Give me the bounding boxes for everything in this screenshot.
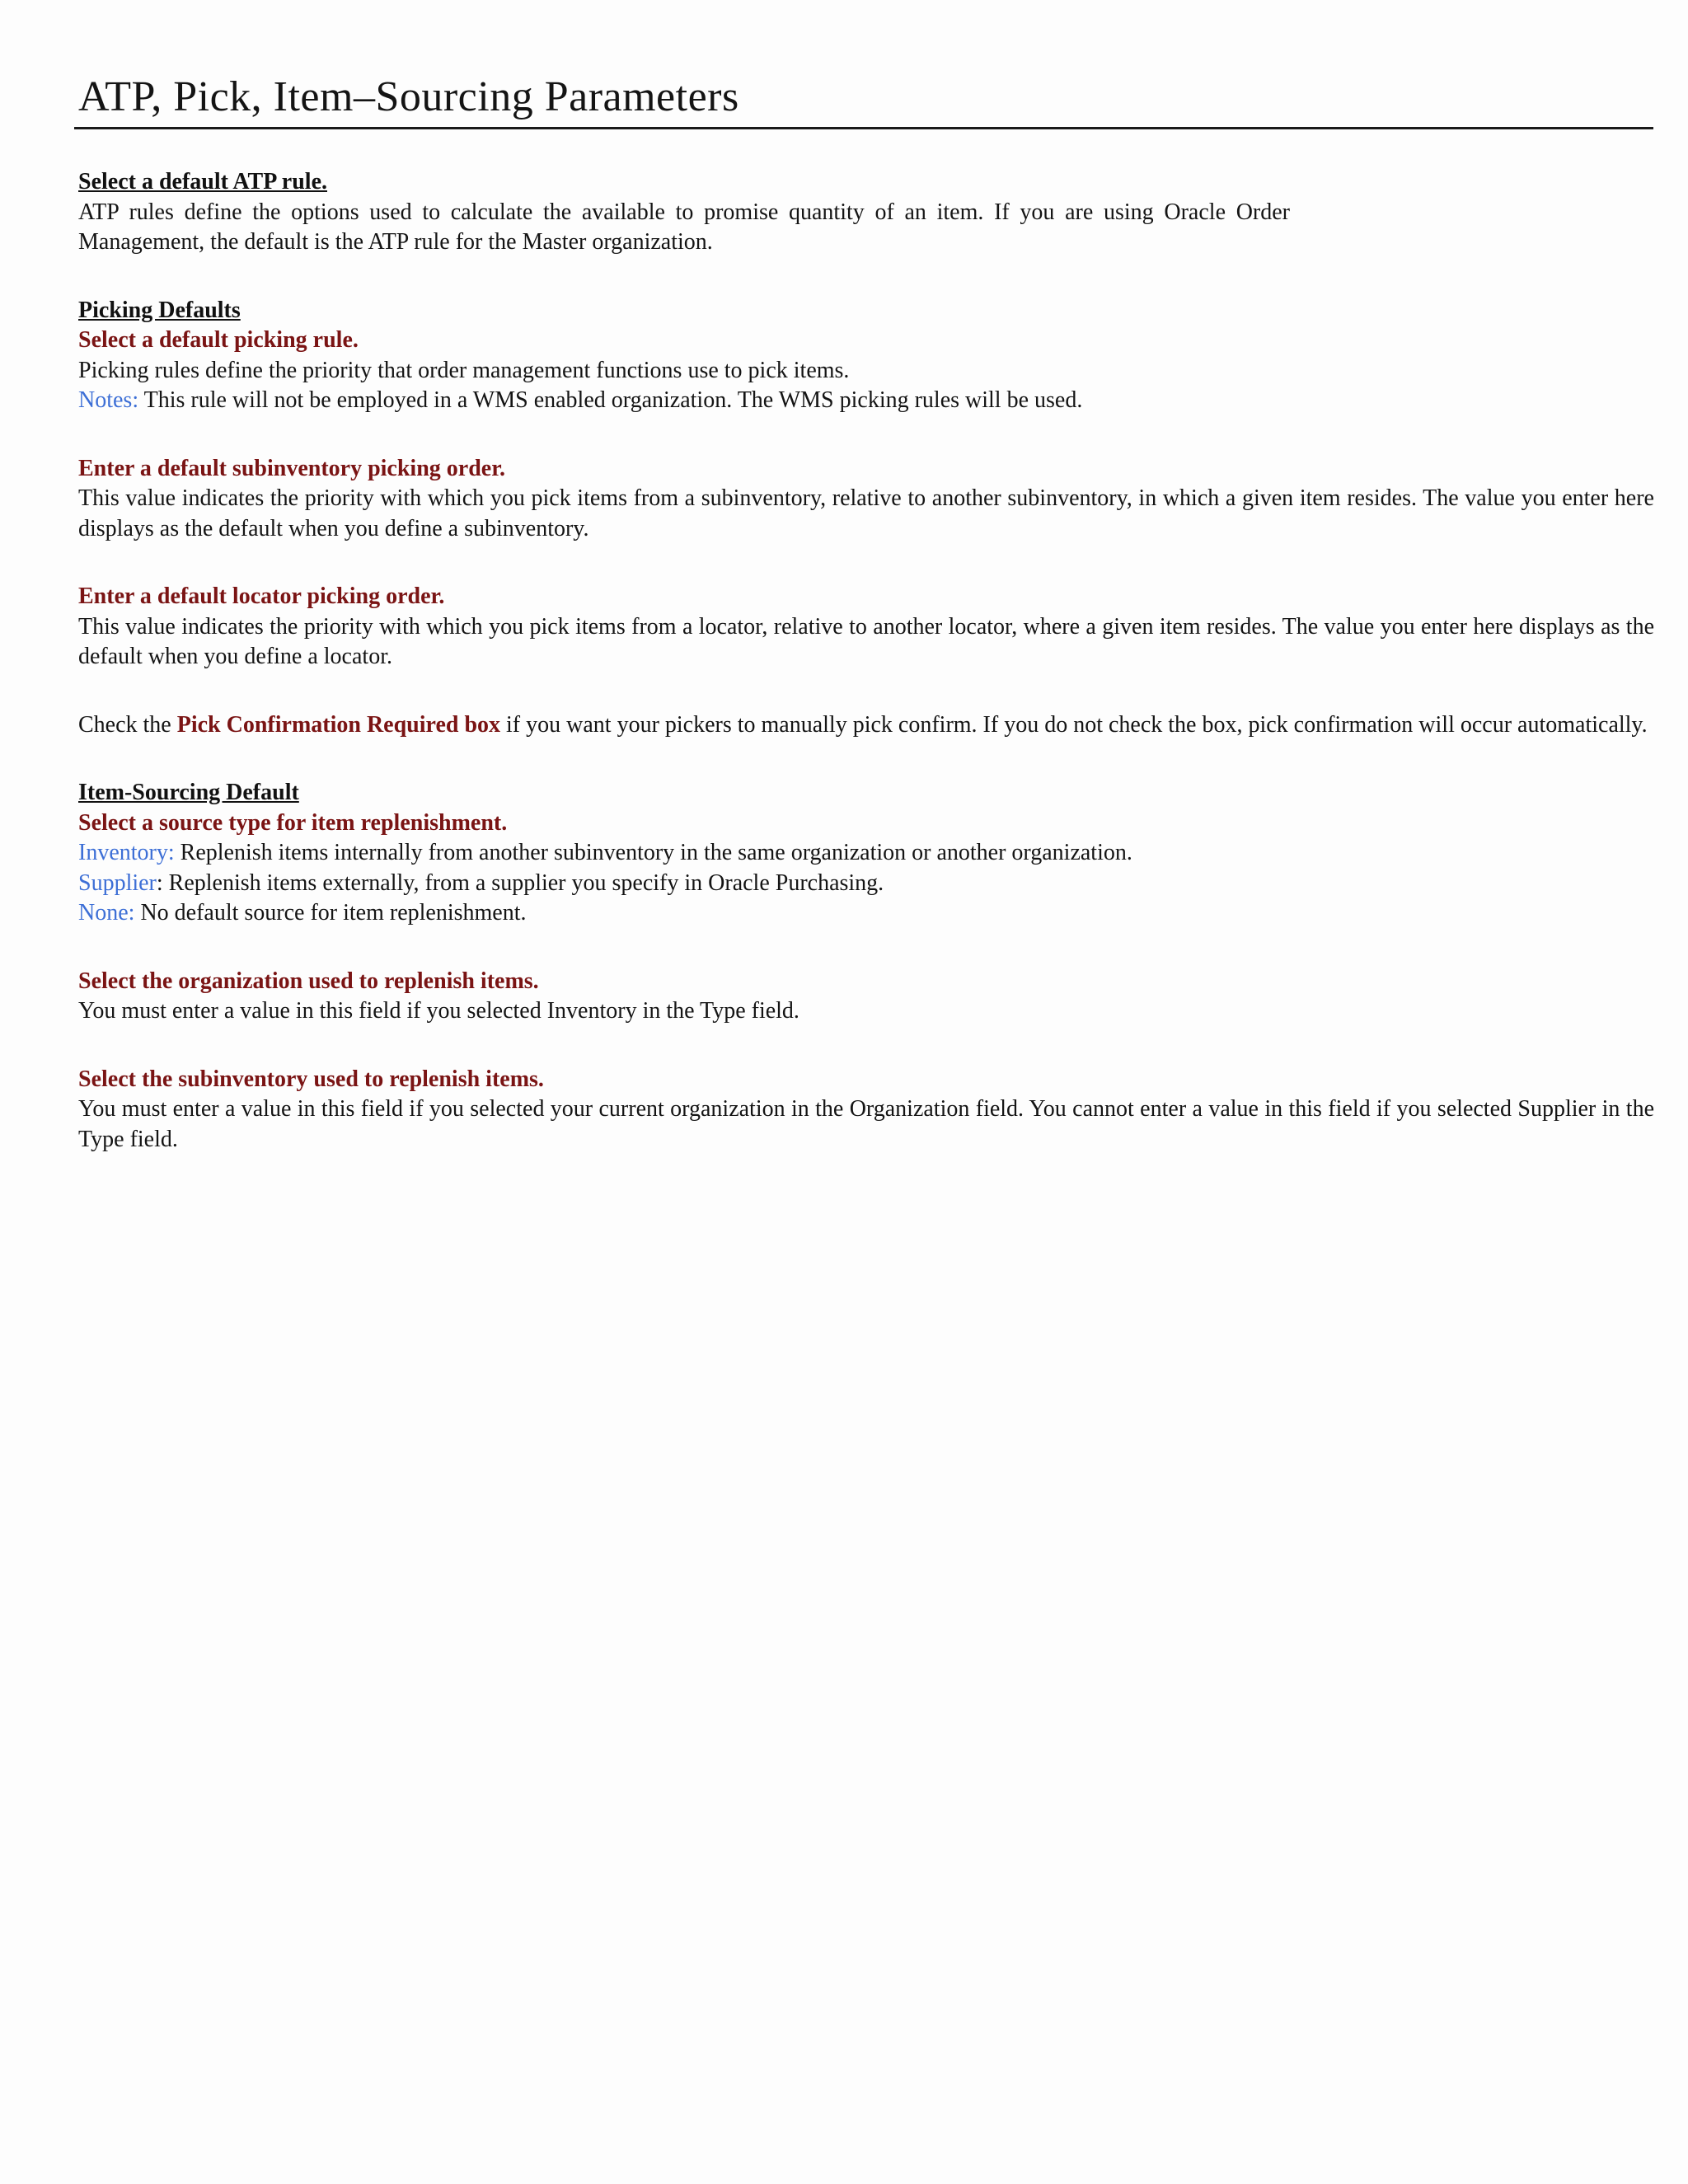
item-sourcing-section bbox=[78, 778, 1654, 929]
picking-rule-section bbox=[78, 296, 1654, 416]
title-divider bbox=[74, 127, 1653, 129]
replenish-subinventory-heading: Select the subinventory used to replenish items. bbox=[78, 1066, 544, 1092]
confirm-pre: Check the bbox=[78, 711, 177, 738]
picking-rule-heading: Select a default picking rule. bbox=[78, 327, 359, 353]
source-option-inventory bbox=[78, 838, 1654, 869]
locator-order-section bbox=[78, 582, 1654, 673]
option-text: : Replenish items externally, from a supplier you specify in Oracle Purchasing. bbox=[156, 869, 884, 896]
atp-body: ATP rules define the options used to calculate the available to promise quantity of an item. If you are using Oracle Order Management, the default is the ATP rule for the Master organization. bbox=[78, 199, 1290, 255]
locator-order-heading: Enter a default locator picking order. bbox=[78, 583, 445, 609]
picking-rule-body: Picking rules define the priority that order management functions use to pick items. bbox=[78, 357, 850, 383]
source-option-none bbox=[78, 898, 1654, 929]
notes-label: Notes: bbox=[78, 387, 139, 413]
replenish-organization-body: You must enter a value in this field if you selected Inventory in the Type field. bbox=[78, 998, 799, 1024]
pick-confirmation-box-label: Pick Confirmation Required box bbox=[176, 711, 501, 738]
option-label: None: bbox=[78, 900, 135, 926]
replenish-subinventory-body: You must enter a value in this field if you selected your current organization in the Organization field. You cannot enter a value in this field if you selected Supplier in the Type field. bbox=[78, 1096, 1654, 1152]
atp-heading: Select a default ATP rule. bbox=[78, 169, 327, 194]
option-label: Supplier bbox=[78, 869, 157, 896]
subinventory-order-heading: Enter a default subinventory picking order. bbox=[78, 455, 506, 481]
confirm-post: if you want your pickers to manually pick confirm. If you do not check the box, pick confirmation will occur automatically. bbox=[500, 711, 1648, 738]
locator-order-body: This value indicates the priority with which you pick items from a locator, relative to another locator, where a given item resides. The value you enter here displays as the default when you define a locator. bbox=[78, 613, 1654, 669]
option-text: No default source for item replenishment. bbox=[134, 900, 527, 926]
source-type-heading: Select a source type for item replenishment. bbox=[78, 809, 508, 836]
notes-text: This rule will not be employed in a WMS enabled organization. The WMS picking rules will be used. bbox=[138, 387, 1083, 413]
item-sourcing-heading: Item-Sourcing Default bbox=[78, 780, 299, 805]
document-body bbox=[78, 167, 1654, 1193]
option-label: Inventory: bbox=[78, 840, 175, 865]
source-option-supplier bbox=[78, 869, 1654, 899]
replenish-organization-section bbox=[78, 967, 1654, 1027]
atp-section bbox=[78, 167, 1654, 258]
subinventory-order-body: This value indicates the priority with which you pick items from a subinventory, relative to another subinventory, in which a given item resides. The value you enter here displays as the default when you define a subinventory. bbox=[78, 485, 1654, 541]
picking-defaults-heading: Picking Defaults bbox=[78, 297, 241, 323]
picking-notes bbox=[78, 386, 1654, 416]
replenish-subinventory-section bbox=[78, 1065, 1654, 1155]
option-text: Replenish items internally from another subinventory in the same organization or another organization. bbox=[174, 840, 1132, 865]
page-title: ATP, Pick, Item–Sourcing Parameters bbox=[78, 73, 739, 120]
replenish-organization-heading: Select the organization used to replenish items. bbox=[78, 968, 539, 994]
pick-confirmation-section bbox=[78, 710, 1654, 741]
subinventory-order-section bbox=[78, 454, 1654, 545]
document-page bbox=[78, 68, 1657, 127]
pick-confirmation-body bbox=[78, 710, 1654, 741]
